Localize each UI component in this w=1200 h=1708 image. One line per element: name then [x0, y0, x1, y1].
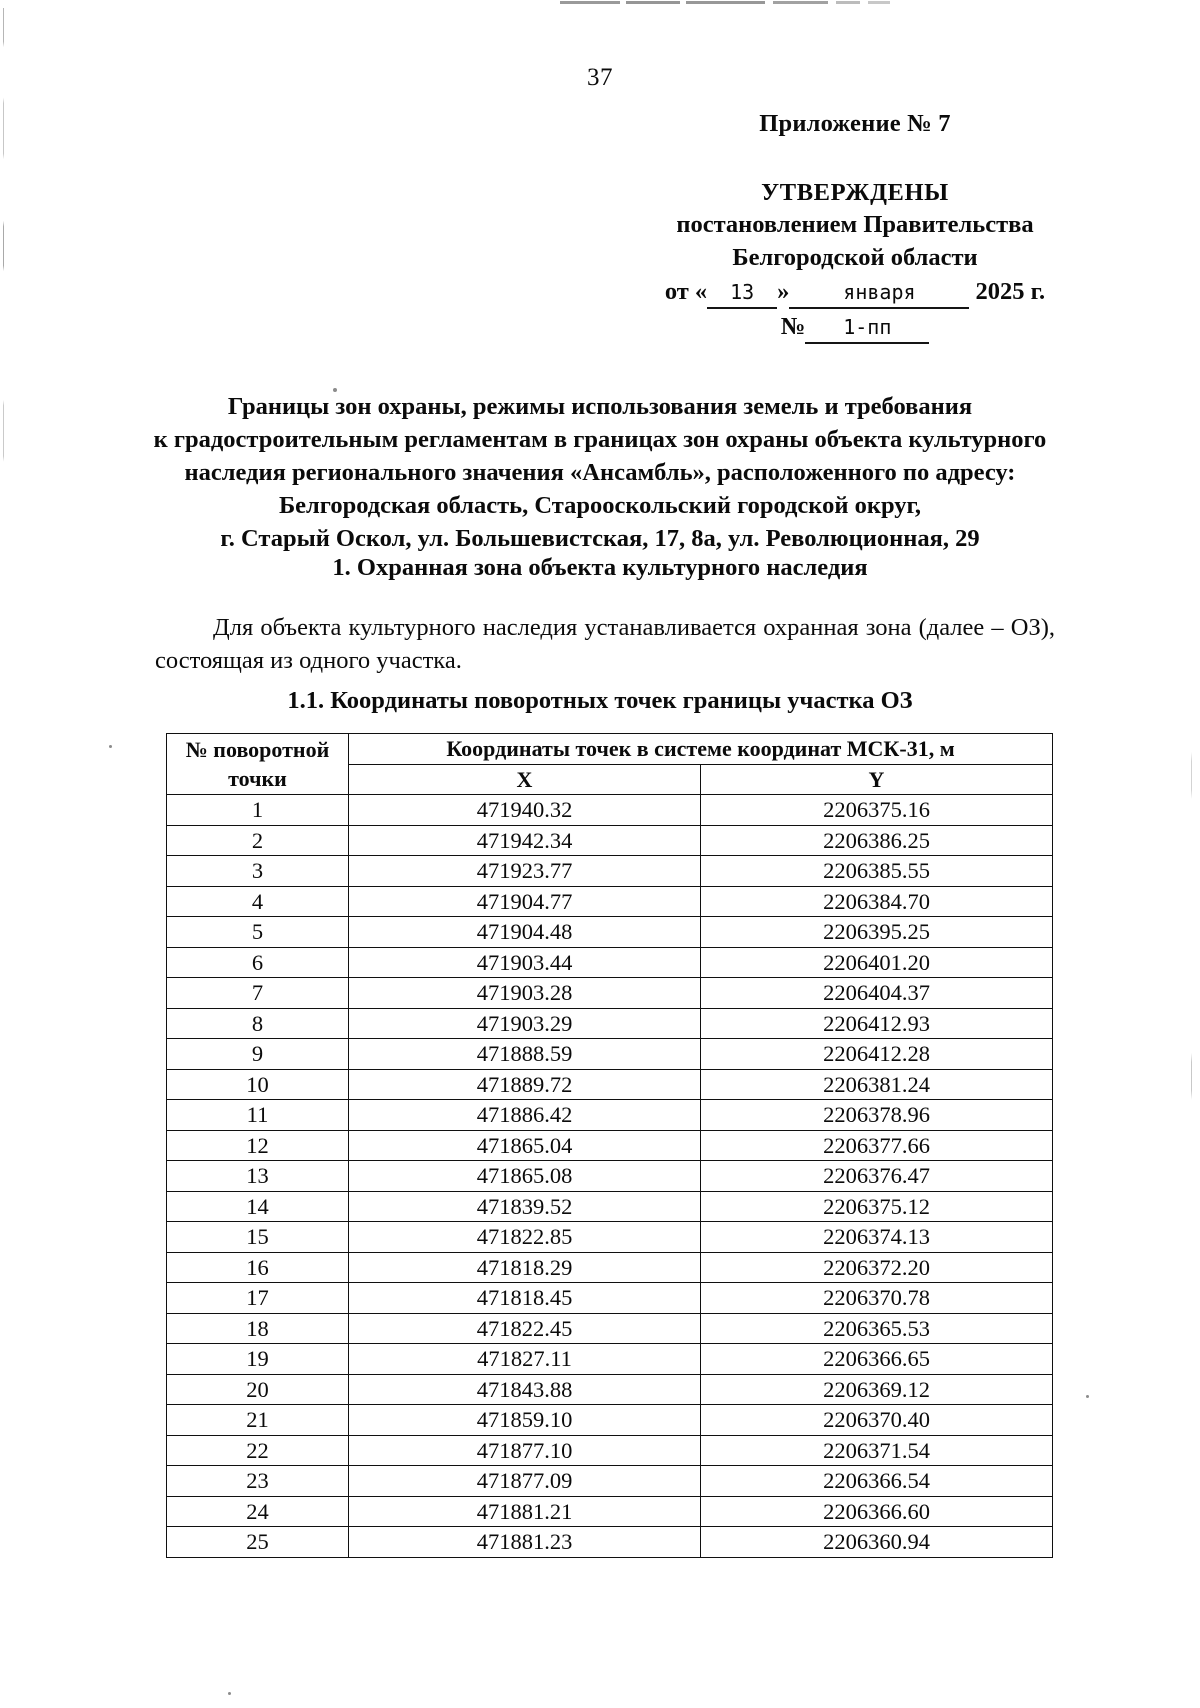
x-coordinate-cell: 471839.52 [349, 1191, 701, 1222]
point-no-cell: 22 [167, 1435, 349, 1466]
y-coordinate-cell: 2206395.25 [701, 917, 1053, 948]
x-coordinate-cell: 471818.45 [349, 1283, 701, 1314]
x-coordinate-cell: 471865.04 [349, 1130, 701, 1161]
table-row [167, 1374, 1053, 1405]
date-prefix: от « [664, 278, 708, 306]
date-quote-close: » [777, 278, 790, 306]
table-row [167, 1069, 1053, 1100]
y-coordinate-cell: 2206381.24 [701, 1069, 1053, 1100]
section-1-heading: 1. Охранная зона объекта культурного наследия [332, 554, 868, 581]
y-coordinate-cell: 2206360.94 [701, 1527, 1053, 1558]
x-coordinate-cell: 471903.28 [349, 978, 701, 1009]
y-coordinate-cell: 2206412.28 [701, 1039, 1053, 1070]
x-coordinate-cell: 471843.88 [349, 1374, 701, 1405]
appendix-label: Приложение № 7 [759, 110, 951, 137]
coordinates-table-wrapper [166, 733, 1052, 1558]
table-row [167, 1100, 1053, 1131]
point-no-cell: 1 [167, 795, 349, 826]
scan-edge-artifact-left [3, 8, 4, 568]
x-coordinate-cell: 471827.11 [349, 1344, 701, 1375]
y-coordinate-cell: 2206370.78 [701, 1283, 1053, 1314]
page-number: 37 [587, 64, 613, 91]
x-coordinate-cell: 471923.77 [349, 856, 701, 887]
column-header-x: X [349, 764, 701, 795]
table-row [167, 1527, 1053, 1558]
y-coordinate-cell: 2206375.16 [701, 795, 1053, 826]
approval-block [640, 108, 1070, 344]
title-line-4: Белгородская область, Старооскольский городской округ, [278, 492, 921, 520]
table-row [167, 886, 1053, 917]
point-no-cell: 8 [167, 1008, 349, 1039]
table-row [167, 1039, 1053, 1070]
point-no-cell: 9 [167, 1039, 349, 1070]
scan-speck [228, 1692, 231, 1695]
x-coordinate-cell: 471881.23 [349, 1527, 701, 1558]
x-coordinate-cell: 471877.10 [349, 1435, 701, 1466]
point-no-cell: 17 [167, 1283, 349, 1314]
column-header-point-no: № поворотной точки [167, 734, 349, 795]
table-row [167, 795, 1053, 826]
y-coordinate-cell: 2206369.12 [701, 1374, 1053, 1405]
approved-by-line-2: Белгородской области [732, 243, 978, 271]
point-no-cell: 13 [167, 1161, 349, 1192]
table-row [167, 917, 1053, 948]
point-no-cell: 3 [167, 856, 349, 887]
y-coordinate-cell: 2206370.40 [701, 1405, 1053, 1436]
x-coordinate-cell: 471940.32 [349, 795, 701, 826]
y-coordinate-cell: 2206375.12 [701, 1191, 1053, 1222]
y-coordinate-cell: 2206366.65 [701, 1344, 1053, 1375]
x-coordinate-cell: 471888.59 [349, 1039, 701, 1070]
x-coordinate-cell: 471903.44 [349, 947, 701, 978]
approval-year-value: 2025 г. [975, 278, 1046, 306]
point-no-cell: 25 [167, 1527, 349, 1558]
table-row [167, 1130, 1053, 1161]
table-row [167, 1313, 1053, 1344]
x-coordinate-cell: 471881.21 [349, 1496, 701, 1527]
approval-month-value: января [789, 279, 969, 309]
table-row [167, 1283, 1053, 1314]
table-row [167, 1496, 1053, 1527]
point-no-cell: 7 [167, 978, 349, 1009]
table-row [167, 1222, 1053, 1253]
title-line-3: наследия регионального значения «Ансамбль», расположенного по адресу: [184, 459, 1016, 487]
coordinates-table-body [167, 795, 1053, 1558]
point-no-cell: 21 [167, 1405, 349, 1436]
table-row [167, 1252, 1053, 1283]
table-row [167, 1466, 1053, 1497]
y-coordinate-cell: 2206366.54 [701, 1466, 1053, 1497]
y-coordinate-cell: 2206401.20 [701, 947, 1053, 978]
scan-smudge-artifact-top [560, 1, 890, 4]
table-row [167, 978, 1053, 1009]
section-1-paragraph: Для объекта культурного наследия устанавливается охранная зона (далее – ОЗ), состоящая из одного участка. [155, 614, 1055, 675]
table-row [167, 1435, 1053, 1466]
number-label: № [780, 312, 806, 340]
y-coordinate-cell: 2206365.53 [701, 1313, 1053, 1344]
table-row [167, 1405, 1053, 1436]
title-line-1: Границы зон охраны, режимы использования земель и требования [227, 393, 973, 420]
point-no-cell: 14 [167, 1191, 349, 1222]
point-no-cell: 24 [167, 1496, 349, 1527]
table-row [167, 856, 1053, 887]
y-coordinate-cell: 2206376.47 [701, 1161, 1053, 1192]
y-coordinate-cell: 2206404.37 [701, 978, 1053, 1009]
x-coordinate-cell: 471889.72 [349, 1069, 701, 1100]
scan-speck [1086, 1395, 1089, 1398]
y-coordinate-cell: 2206371.54 [701, 1435, 1053, 1466]
point-no-cell: 19 [167, 1344, 349, 1375]
document-title [100, 390, 1100, 555]
y-coordinate-cell: 2206412.93 [701, 1008, 1053, 1039]
point-no-cell: 18 [167, 1313, 349, 1344]
y-coordinate-cell: 2206377.66 [701, 1130, 1053, 1161]
table-row [167, 1344, 1053, 1375]
approved-by-line-1: постановлением Правительства [676, 211, 1034, 239]
x-coordinate-cell: 471904.77 [349, 886, 701, 917]
point-no-cell: 11 [167, 1100, 349, 1131]
x-coordinate-cell: 471877.09 [349, 1466, 701, 1497]
x-coordinate-cell: 471942.34 [349, 825, 701, 856]
scan-speck [109, 745, 112, 748]
y-coordinate-cell: 2206385.55 [701, 856, 1053, 887]
y-coordinate-cell: 2206384.70 [701, 886, 1053, 917]
point-no-cell: 20 [167, 1374, 349, 1405]
point-no-cell: 15 [167, 1222, 349, 1253]
approved-heading: УТВЕРЖДЕНЫ [761, 178, 949, 206]
scan-edge-artifact-right [1191, 470, 1192, 1410]
y-coordinate-cell: 2206378.96 [701, 1100, 1053, 1131]
y-coordinate-cell: 2206372.20 [701, 1252, 1053, 1283]
y-coordinate-cell: 2206386.25 [701, 825, 1053, 856]
point-no-cell: 5 [167, 917, 349, 948]
table-row [167, 1191, 1053, 1222]
point-no-cell: 2 [167, 825, 349, 856]
coordinates-table-head [167, 734, 1053, 795]
approval-number-value: 1-пп [805, 314, 929, 344]
x-coordinate-cell: 471822.85 [349, 1222, 701, 1253]
approval-day-value: 13 [707, 279, 777, 309]
approval-number-row [640, 311, 1070, 344]
point-no-cell: 6 [167, 947, 349, 978]
title-line-2: к градостроительным регламентам в границах зон охраны объекта культурного [153, 426, 1047, 454]
point-no-cell: 23 [167, 1466, 349, 1497]
table-header-row-1 [167, 734, 1053, 765]
point-no-cell: 16 [167, 1252, 349, 1283]
x-coordinate-cell: 471886.42 [349, 1100, 701, 1131]
approval-date-row [640, 276, 1070, 309]
point-no-cell: 4 [167, 886, 349, 917]
y-coordinate-cell: 2206366.60 [701, 1496, 1053, 1527]
table-row [167, 1161, 1053, 1192]
x-coordinate-cell: 471903.29 [349, 1008, 701, 1039]
table-row [167, 825, 1053, 856]
x-coordinate-cell: 471822.45 [349, 1313, 701, 1344]
section-1-1-subheading: 1.1. Координаты поворотных точек границы участка ОЗ [287, 687, 913, 714]
point-no-cell: 12 [167, 1130, 349, 1161]
x-coordinate-cell: 471859.10 [349, 1405, 701, 1436]
x-coordinate-cell: 471865.08 [349, 1161, 701, 1192]
column-header-y: Y [701, 764, 1053, 795]
table-row [167, 947, 1053, 978]
column-header-coords-span: Координаты точек в системе координат МСК-31, м [349, 734, 1053, 765]
x-coordinate-cell: 471818.29 [349, 1252, 701, 1283]
y-coordinate-cell: 2206374.13 [701, 1222, 1053, 1253]
coordinates-table [166, 733, 1053, 1558]
table-row [167, 1008, 1053, 1039]
title-line-5: г. Старый Оскол, ул. Большевистская, 17, 8а, ул. Революционная, 29 [220, 525, 980, 553]
point-no-cell: 10 [167, 1069, 349, 1100]
x-coordinate-cell: 471904.48 [349, 917, 701, 948]
